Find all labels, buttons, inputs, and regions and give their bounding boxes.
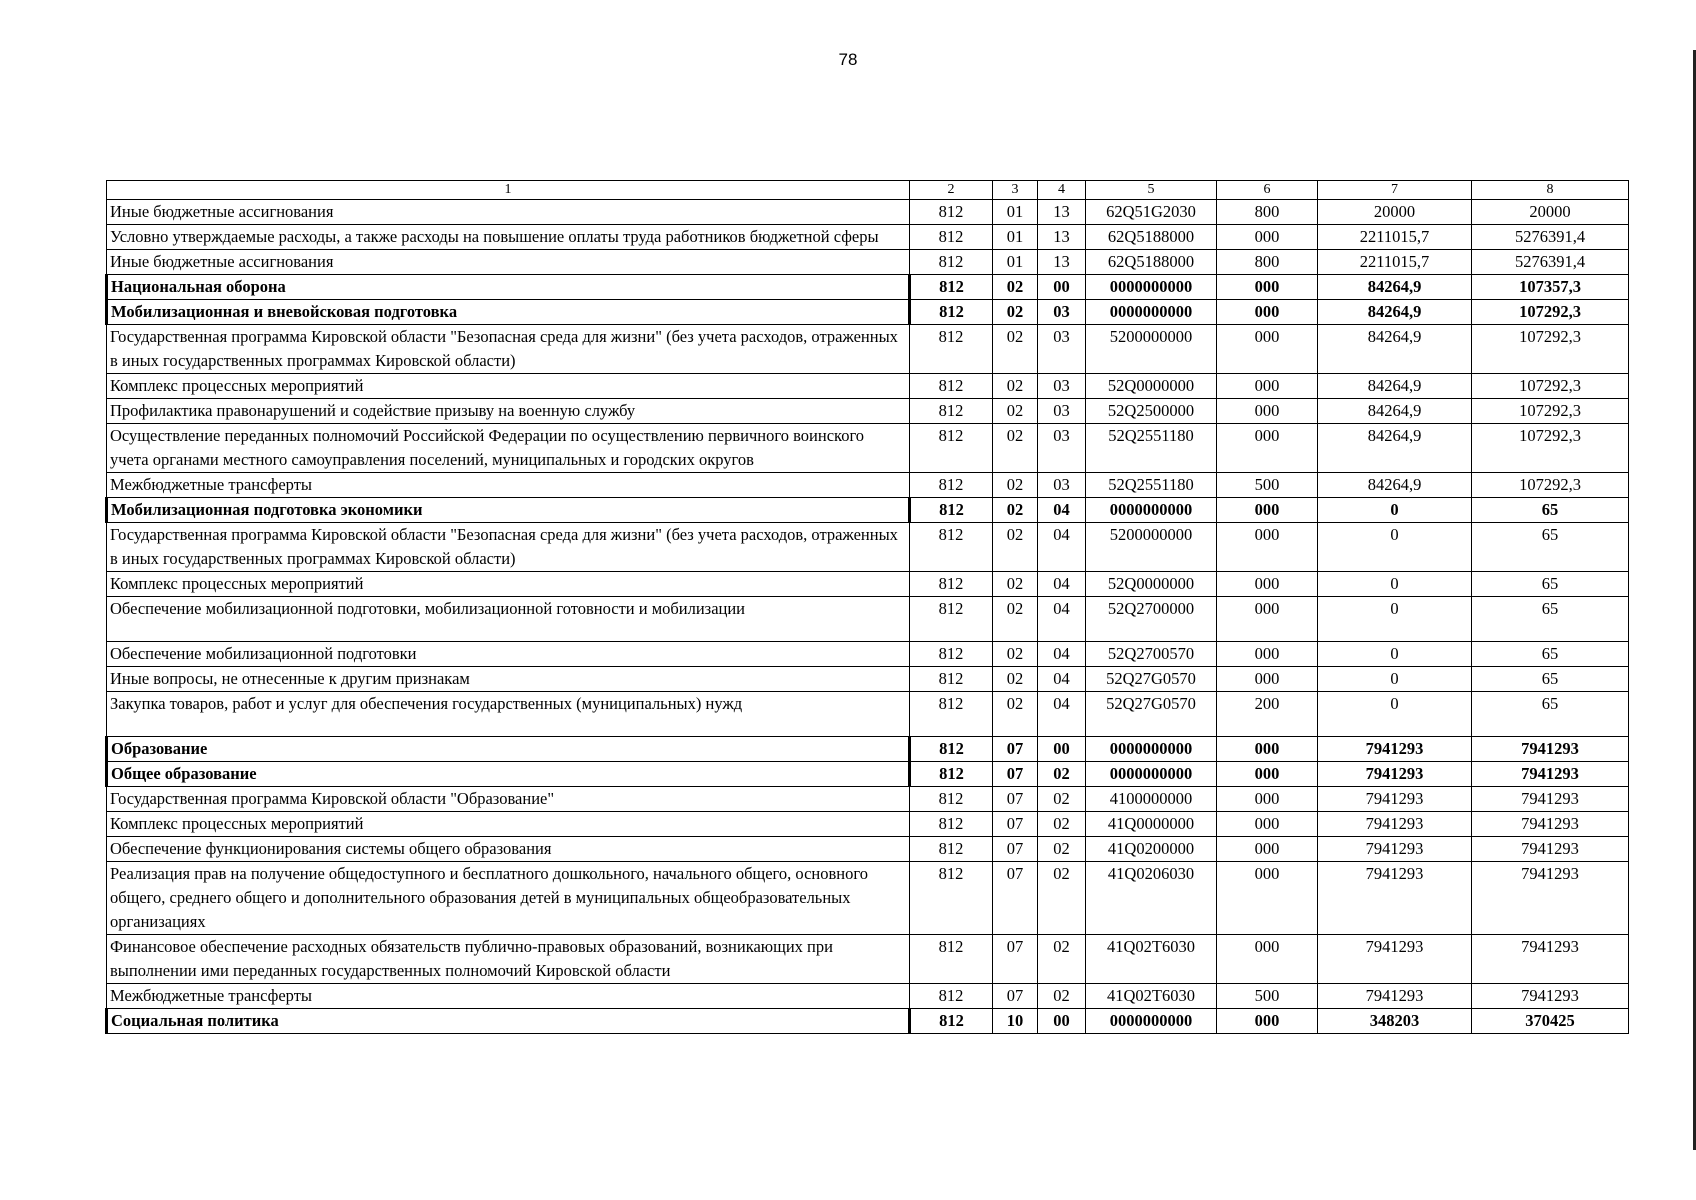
subsection-code-cell: 00 xyxy=(1038,1009,1086,1034)
amount-year-2-cell: 7941293 xyxy=(1472,762,1629,787)
table-row xyxy=(107,424,1629,473)
expense-type-code-cell: 000 xyxy=(1217,523,1318,572)
target-article-code-cell: 5200000000 xyxy=(1086,325,1217,374)
amount-year-2-cell: 5276391,4 xyxy=(1472,250,1629,275)
item-name-cell: Иные бюджетные ассигнования xyxy=(107,250,910,275)
table-row xyxy=(107,399,1629,424)
subsection-code-cell: 02 xyxy=(1038,787,1086,812)
item-name-cell: Закупка товаров, работ и услуг для обеспечения государственных (муниципальных) нужд xyxy=(107,692,910,737)
column-header-5: 5 xyxy=(1086,181,1217,200)
expense-type-code-cell: 000 xyxy=(1217,597,1318,642)
target-article-code-cell: 0000000000 xyxy=(1086,300,1217,325)
amount-year-2-cell: 107292,3 xyxy=(1472,374,1629,399)
target-article-code-cell: 52Q2700570 xyxy=(1086,642,1217,667)
section-code-cell: 02 xyxy=(993,300,1038,325)
target-article-code-cell: 0000000000 xyxy=(1086,762,1217,787)
amount-year-2-cell: 107292,3 xyxy=(1472,473,1629,498)
item-name-cell: Комплекс процессных мероприятий xyxy=(107,812,910,837)
table-row xyxy=(107,498,1629,523)
column-header-4: 4 xyxy=(1038,181,1086,200)
subsection-code-cell: 04 xyxy=(1038,692,1086,737)
item-name-cell: Реализация прав на получение общедоступного и бесплатного дошкольного, начального общего, основного общего, среднего общего и дополнительного образования детей в муниципальных общеобразовательных организациях xyxy=(107,862,910,935)
ministry-code-cell: 812 xyxy=(910,762,993,787)
table-row xyxy=(107,523,1629,572)
table-row xyxy=(107,250,1629,275)
subsection-code-cell: 03 xyxy=(1038,473,1086,498)
ministry-code-cell: 812 xyxy=(910,473,993,498)
subsection-code-cell: 03 xyxy=(1038,399,1086,424)
amount-year-2-cell: 7941293 xyxy=(1472,862,1629,935)
section-code-cell: 02 xyxy=(993,473,1038,498)
target-article-code-cell: 5200000000 xyxy=(1086,523,1217,572)
table-row xyxy=(107,812,1629,837)
amount-year-1-cell: 84264,9 xyxy=(1318,325,1472,374)
amount-year-1-cell: 0 xyxy=(1318,572,1472,597)
amount-year-2-cell: 107292,3 xyxy=(1472,399,1629,424)
section-code-cell: 02 xyxy=(993,424,1038,473)
expense-type-code-cell: 800 xyxy=(1217,200,1318,225)
expense-type-code-cell: 000 xyxy=(1217,642,1318,667)
amount-year-2-cell: 20000 xyxy=(1472,200,1629,225)
ministry-code-cell: 812 xyxy=(910,984,993,1009)
subsection-code-cell: 13 xyxy=(1038,225,1086,250)
expense-type-code-cell: 000 xyxy=(1217,1009,1318,1034)
ministry-code-cell: 812 xyxy=(910,862,993,935)
amount-year-2-cell: 65 xyxy=(1472,692,1629,737)
section-code-cell: 02 xyxy=(993,572,1038,597)
amount-year-1-cell: 84264,9 xyxy=(1318,399,1472,424)
section-code-cell: 01 xyxy=(993,200,1038,225)
section-code-cell: 07 xyxy=(993,762,1038,787)
item-name-cell: Комплекс процессных мероприятий xyxy=(107,572,910,597)
table-row xyxy=(107,737,1629,762)
expense-type-code-cell: 500 xyxy=(1217,473,1318,498)
amount-year-2-cell: 5276391,4 xyxy=(1472,225,1629,250)
item-name-cell: Мобилизационная и вневойсковая подготовка xyxy=(107,300,910,325)
section-code-cell: 01 xyxy=(993,225,1038,250)
column-header-3: 3 xyxy=(993,181,1038,200)
amount-year-2-cell: 65 xyxy=(1472,667,1629,692)
table-row xyxy=(107,374,1629,399)
expense-type-code-cell: 000 xyxy=(1217,572,1318,597)
ministry-code-cell: 812 xyxy=(910,399,993,424)
item-name-cell: Осуществление переданных полномочий Российской Федерации по осуществлению первичного воинского учета органами местного самоуправления поселений, муниципальных и городских округов xyxy=(107,424,910,473)
item-name-cell: Государственная программа Кировской области "Образование" xyxy=(107,787,910,812)
item-name-cell: Иные вопросы, не отнесенные к другим признакам xyxy=(107,667,910,692)
ministry-code-cell: 812 xyxy=(910,692,993,737)
amount-year-1-cell: 0 xyxy=(1318,692,1472,737)
subsection-code-cell: 02 xyxy=(1038,762,1086,787)
expense-type-code-cell: 000 xyxy=(1217,374,1318,399)
item-name-cell: Государственная программа Кировской области "Безопасная среда для жизни" (без учета расходов, отраженных в иных государственных программах Кировской области) xyxy=(107,325,910,374)
table-header-row xyxy=(107,181,1629,200)
ministry-code-cell: 812 xyxy=(910,642,993,667)
expense-type-code-cell: 000 xyxy=(1217,862,1318,935)
section-code-cell: 02 xyxy=(993,374,1038,399)
amount-year-1-cell: 84264,9 xyxy=(1318,424,1472,473)
item-name-cell: Мобилизационная подготовка экономики xyxy=(107,498,910,523)
expense-type-code-cell: 500 xyxy=(1217,984,1318,1009)
item-name-cell: Образование xyxy=(107,737,910,762)
ministry-code-cell: 812 xyxy=(910,667,993,692)
subsection-code-cell: 02 xyxy=(1038,812,1086,837)
item-name-cell: Обеспечение мобилизационной подготовки, мобилизационной готовности и мобилизации xyxy=(107,597,910,642)
amount-year-2-cell: 65 xyxy=(1472,572,1629,597)
amount-year-1-cell: 0 xyxy=(1318,667,1472,692)
table-row xyxy=(107,862,1629,935)
amount-year-1-cell: 7941293 xyxy=(1318,737,1472,762)
table-row xyxy=(107,275,1629,300)
amount-year-1-cell: 7941293 xyxy=(1318,812,1472,837)
column-header-2: 2 xyxy=(910,181,993,200)
amount-year-2-cell: 7941293 xyxy=(1472,787,1629,812)
section-code-cell: 10 xyxy=(993,1009,1038,1034)
amount-year-2-cell: 7941293 xyxy=(1472,984,1629,1009)
ministry-code-cell: 812 xyxy=(910,523,993,572)
column-header-6: 6 xyxy=(1217,181,1318,200)
ministry-code-cell: 812 xyxy=(910,325,993,374)
amount-year-1-cell: 84264,9 xyxy=(1318,374,1472,399)
page-number: 78 xyxy=(838,50,858,69)
section-code-cell: 02 xyxy=(993,523,1038,572)
amount-year-2-cell: 7941293 xyxy=(1472,737,1629,762)
amount-year-2-cell: 107292,3 xyxy=(1472,424,1629,473)
column-header-1: 1 xyxy=(107,181,910,200)
expense-type-code-cell: 000 xyxy=(1217,837,1318,862)
section-code-cell: 07 xyxy=(993,862,1038,935)
table-row xyxy=(107,667,1629,692)
table-row xyxy=(107,762,1629,787)
subsection-code-cell: 03 xyxy=(1038,424,1086,473)
target-article-code-cell: 4100000000 xyxy=(1086,787,1217,812)
expense-type-code-cell: 000 xyxy=(1217,399,1318,424)
section-code-cell: 07 xyxy=(993,935,1038,984)
item-name-cell: Межбюджетные трансферты xyxy=(107,984,910,1009)
expense-type-code-cell: 000 xyxy=(1217,275,1318,300)
subsection-code-cell: 04 xyxy=(1038,667,1086,692)
table-row xyxy=(107,572,1629,597)
table-row xyxy=(107,787,1629,812)
expense-type-code-cell: 000 xyxy=(1217,300,1318,325)
subsection-code-cell: 04 xyxy=(1038,597,1086,642)
section-code-cell: 02 xyxy=(993,642,1038,667)
target-article-code-cell: 62Q5188000 xyxy=(1086,225,1217,250)
amount-year-1-cell: 0 xyxy=(1318,597,1472,642)
ministry-code-cell: 812 xyxy=(910,250,993,275)
subsection-code-cell: 13 xyxy=(1038,250,1086,275)
amount-year-1-cell: 0 xyxy=(1318,498,1472,523)
table-row xyxy=(107,225,1629,250)
amount-year-2-cell: 65 xyxy=(1472,597,1629,642)
ministry-code-cell: 812 xyxy=(910,374,993,399)
amount-year-1-cell: 7941293 xyxy=(1318,862,1472,935)
item-name-cell: Иные бюджетные ассигнования xyxy=(107,200,910,225)
amount-year-1-cell: 0 xyxy=(1318,523,1472,572)
target-article-code-cell: 0000000000 xyxy=(1086,498,1217,523)
target-article-code-cell: 52Q2551180 xyxy=(1086,424,1217,473)
target-article-code-cell: 0000000000 xyxy=(1086,275,1217,300)
section-code-cell: 02 xyxy=(993,399,1038,424)
expense-type-code-cell: 000 xyxy=(1217,667,1318,692)
amount-year-1-cell: 84264,9 xyxy=(1318,300,1472,325)
ministry-code-cell: 812 xyxy=(910,737,993,762)
section-code-cell: 07 xyxy=(993,737,1038,762)
subsection-code-cell: 02 xyxy=(1038,837,1086,862)
item-name-cell: Социальная политика xyxy=(107,1009,910,1034)
amount-year-2-cell: 107292,3 xyxy=(1472,325,1629,374)
expense-type-code-cell: 000 xyxy=(1217,935,1318,984)
amount-year-1-cell: 2211015,7 xyxy=(1318,225,1472,250)
table-row xyxy=(107,300,1629,325)
amount-year-2-cell: 65 xyxy=(1472,523,1629,572)
expense-type-code-cell: 000 xyxy=(1217,325,1318,374)
section-code-cell: 01 xyxy=(993,250,1038,275)
amount-year-1-cell: 7941293 xyxy=(1318,984,1472,1009)
table-row xyxy=(107,1009,1629,1034)
target-article-code-cell: 0000000000 xyxy=(1086,737,1217,762)
ministry-code-cell: 812 xyxy=(910,597,993,642)
expense-type-code-cell: 000 xyxy=(1217,737,1318,762)
section-code-cell: 02 xyxy=(993,325,1038,374)
amount-year-2-cell: 65 xyxy=(1472,498,1629,523)
table-row xyxy=(107,200,1629,225)
ministry-code-cell: 812 xyxy=(910,300,993,325)
target-article-code-cell: 52Q0000000 xyxy=(1086,374,1217,399)
section-code-cell: 07 xyxy=(993,984,1038,1009)
column-header-8: 8 xyxy=(1472,181,1629,200)
budget-table xyxy=(105,180,1629,1034)
target-article-code-cell: 52Q0000000 xyxy=(1086,572,1217,597)
ministry-code-cell: 812 xyxy=(910,572,993,597)
amount-year-1-cell: 7941293 xyxy=(1318,837,1472,862)
item-name-cell: Межбюджетные трансферты xyxy=(107,473,910,498)
ministry-code-cell: 812 xyxy=(910,498,993,523)
subsection-code-cell: 02 xyxy=(1038,935,1086,984)
ministry-code-cell: 812 xyxy=(910,837,993,862)
item-name-cell: Общее образование xyxy=(107,762,910,787)
subsection-code-cell: 04 xyxy=(1038,642,1086,667)
subsection-code-cell: 00 xyxy=(1038,275,1086,300)
item-name-cell: Обеспечение мобилизационной подготовки xyxy=(107,642,910,667)
column-header-7: 7 xyxy=(1318,181,1472,200)
amount-year-1-cell: 84264,9 xyxy=(1318,275,1472,300)
table-row xyxy=(107,642,1629,667)
target-article-code-cell: 52Q27G0570 xyxy=(1086,667,1217,692)
ministry-code-cell: 812 xyxy=(910,424,993,473)
amount-year-1-cell: 84264,9 xyxy=(1318,473,1472,498)
table-row xyxy=(107,935,1629,984)
table-row xyxy=(107,837,1629,862)
expense-type-code-cell: 000 xyxy=(1217,812,1318,837)
amount-year-2-cell: 370425 xyxy=(1472,1009,1629,1034)
item-name-cell: Национальная оборона xyxy=(107,275,910,300)
ministry-code-cell: 812 xyxy=(910,200,993,225)
amount-year-1-cell: 7941293 xyxy=(1318,762,1472,787)
expense-type-code-cell: 000 xyxy=(1217,787,1318,812)
table-row xyxy=(107,597,1629,642)
section-code-cell: 07 xyxy=(993,812,1038,837)
target-article-code-cell: 41Q02T6030 xyxy=(1086,935,1217,984)
ministry-code-cell: 812 xyxy=(910,225,993,250)
amount-year-1-cell: 0 xyxy=(1318,642,1472,667)
subsection-code-cell: 00 xyxy=(1038,737,1086,762)
expense-type-code-cell: 800 xyxy=(1217,250,1318,275)
subsection-code-cell: 04 xyxy=(1038,498,1086,523)
target-article-code-cell: 41Q0206030 xyxy=(1086,862,1217,935)
table-row xyxy=(107,984,1629,1009)
item-name-cell: Государственная программа Кировской области "Безопасная среда для жизни" (без учета расходов, отраженных в иных государственных программах Кировской области) xyxy=(107,523,910,572)
amount-year-1-cell: 2211015,7 xyxy=(1318,250,1472,275)
amount-year-2-cell: 7941293 xyxy=(1472,935,1629,984)
target-article-code-cell: 0000000000 xyxy=(1086,1009,1217,1034)
ministry-code-cell: 812 xyxy=(910,787,993,812)
table-row xyxy=(107,692,1629,737)
section-code-cell: 07 xyxy=(993,787,1038,812)
expense-type-code-cell: 000 xyxy=(1217,424,1318,473)
table-row xyxy=(107,473,1629,498)
item-name-cell: Финансовое обеспечение расходных обязательств публично-правовых образований, возникающих при выполнении ими переданных государственных полномочий Кировской области xyxy=(107,935,910,984)
amount-year-2-cell: 107292,3 xyxy=(1472,300,1629,325)
expense-type-code-cell: 000 xyxy=(1217,762,1318,787)
subsection-code-cell: 03 xyxy=(1038,325,1086,374)
section-code-cell: 07 xyxy=(993,837,1038,862)
target-article-code-cell: 41Q0200000 xyxy=(1086,837,1217,862)
amount-year-2-cell: 7941293 xyxy=(1472,837,1629,862)
ministry-code-cell: 812 xyxy=(910,1009,993,1034)
subsection-code-cell: 04 xyxy=(1038,572,1086,597)
section-code-cell: 02 xyxy=(993,275,1038,300)
ministry-code-cell: 812 xyxy=(910,275,993,300)
target-article-code-cell: 52Q2700000 xyxy=(1086,597,1217,642)
target-article-code-cell: 52Q2551180 xyxy=(1086,473,1217,498)
subsection-code-cell: 03 xyxy=(1038,300,1086,325)
expense-type-code-cell: 200 xyxy=(1217,692,1318,737)
expense-type-code-cell: 000 xyxy=(1217,498,1318,523)
target-article-code-cell: 62Q5188000 xyxy=(1086,250,1217,275)
ministry-code-cell: 812 xyxy=(910,935,993,984)
item-name-cell: Комплекс процессных мероприятий xyxy=(107,374,910,399)
item-name-cell: Условно утверждаемые расходы, а также расходы на повышение оплаты труда работников бюджетной сферы xyxy=(107,225,910,250)
section-code-cell: 02 xyxy=(993,667,1038,692)
subsection-code-cell: 13 xyxy=(1038,200,1086,225)
target-article-code-cell: 52Q2500000 xyxy=(1086,399,1217,424)
amount-year-1-cell: 7941293 xyxy=(1318,935,1472,984)
amount-year-2-cell: 65 xyxy=(1472,642,1629,667)
subsection-code-cell: 03 xyxy=(1038,374,1086,399)
amount-year-1-cell: 20000 xyxy=(1318,200,1472,225)
expense-type-code-cell: 000 xyxy=(1217,225,1318,250)
section-code-cell: 02 xyxy=(993,498,1038,523)
amount-year-2-cell: 107357,3 xyxy=(1472,275,1629,300)
subsection-code-cell: 02 xyxy=(1038,984,1086,1009)
section-code-cell: 02 xyxy=(993,692,1038,737)
item-name-cell: Обеспечение функционирования системы общего образования xyxy=(107,837,910,862)
item-name-cell: Профилактика правонарушений и содействие призыву на военную службу xyxy=(107,399,910,424)
table-body xyxy=(107,181,1629,1034)
target-article-code-cell: 41Q0000000 xyxy=(1086,812,1217,837)
target-article-code-cell: 62Q51G2030 xyxy=(1086,200,1217,225)
ministry-code-cell: 812 xyxy=(910,812,993,837)
table-row xyxy=(107,325,1629,374)
section-code-cell: 02 xyxy=(993,597,1038,642)
amount-year-2-cell: 7941293 xyxy=(1472,812,1629,837)
subsection-code-cell: 04 xyxy=(1038,523,1086,572)
amount-year-1-cell: 348203 xyxy=(1318,1009,1472,1034)
amount-year-1-cell: 7941293 xyxy=(1318,787,1472,812)
subsection-code-cell: 02 xyxy=(1038,862,1086,935)
target-article-code-cell: 52Q27G0570 xyxy=(1086,692,1217,737)
target-article-code-cell: 41Q02T6030 xyxy=(1086,984,1217,1009)
